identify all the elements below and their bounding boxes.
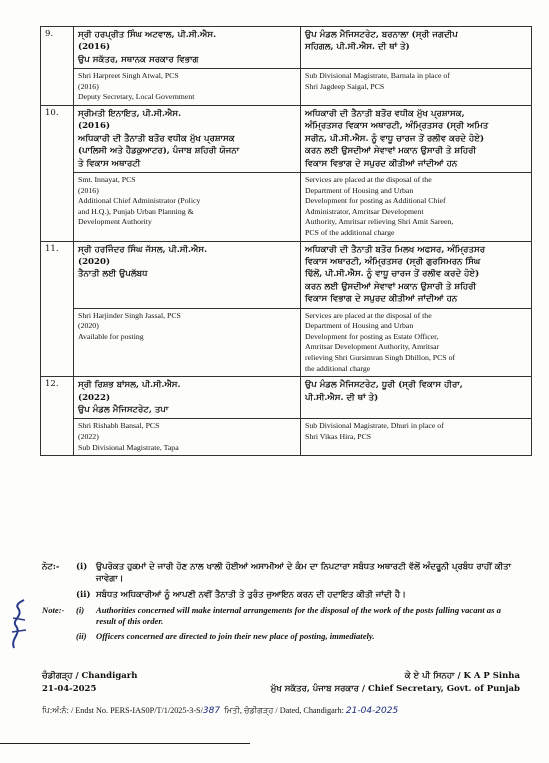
serial-number: 11.: [41, 241, 74, 377]
footer-rule: [0, 743, 250, 744]
note-text: ਉਪਰੋਕਤ ਹੁਕਮਾਂ ਦੇ ਜਾਰੀ ਹੋਣ ਨਾਲ ਖਾਲੀ ਹੋਈਆਂ ਅਸਾਮੀਆਂ ਦੇ ਕੰਮ ਦਾ ਨਿਪਟਾਰਾ ਸਬੰਧਤ ਅਥਾਰਟੀ ਵੱਲੋਂ ਅੰਦਰੂਨੀ ਪ੍ਰਬੰਧ ਰਾਹੀਂ ਕੀਤਾ ਜਾਵੇਗਾ।: [96, 562, 512, 584]
text-line: ਸ੍ਰੀ ਹਰਜਿੰਦਰ ਸਿੰਘ ਜੱਸਲ, ਪੀ.ਸੀ.ਐਸ.: [78, 244, 208, 255]
text-line: ਅੰਮ੍ਰਿਤਸਰ ਵਿਕਾਸ ਅਥਾਰਟੀ, ਅੰਮ੍ਰਿਤਸਰ (ਸ੍ਰੀ ਅਮਿਤ: [305, 121, 489, 132]
text-line: ਢਿੱਲੋਂ, ਪੀ.ਸੀ.ਐਸ. ਨੂੰ ਵਾਧੂ ਚਾਰਜ ਤੋਂ ਰਲੀਵ ਕਰਦੇ ਹੋਏ): [305, 269, 480, 280]
table-row-punjabi: [41, 27, 532, 69]
text-line: (2020): [78, 257, 111, 267]
posting-cell-punjabi: [301, 27, 532, 69]
text-line: Department of Housing and Urban: [305, 185, 414, 195]
note-pa-2: [42, 589, 512, 601]
text-line: ਵਿਕਾਸ ਵਿਭਾਗ ਦੇ ਸਪੁਰਦ ਕੀਤੀਆਂ ਜਾਂਦੀਆਂ ਹਨ: [305, 158, 458, 169]
text-line: ਸ੍ਰੀ ਰਿਸ਼ਭ ਬਾਂਸਲ, ਪੀ.ਸੀ.ਐਸ.: [78, 380, 181, 391]
posting-cell-english: [301, 419, 532, 456]
text-line: Smt. Innayat, PCS: [78, 175, 136, 185]
signatory-block: [220, 670, 520, 696]
text-line: (2016): [78, 185, 99, 195]
text-line: ਉਪ ਮੰਡਲ ਮੈਜਿਸਟਰੇਟ, ਧੂਰੀ (ਸ੍ਰੀ ਵਿਕਾਸ ਹੀਰਾ,: [305, 380, 463, 391]
officer-cell-english: [74, 173, 301, 242]
text-line: Department of Housing and Urban: [305, 321, 414, 331]
table-row-punjabi: [41, 241, 532, 308]
transfer-orders-table: [40, 26, 532, 456]
posting-cell-english: [301, 69, 532, 106]
table-row-punjabi: [41, 106, 532, 173]
officer-cell-punjabi: [74, 27, 301, 69]
officer-cell-punjabi: [74, 241, 301, 308]
text-line: Administrator, Amritsar Development: [305, 206, 424, 216]
text-line: Services are placed at the disposal of the: [305, 175, 432, 185]
text-line: the additional charge: [305, 363, 371, 373]
text-line: ਵਿਕਾਸ ਵਿਭਾਗ ਦੇ ਸਪੁਰਦ ਕੀਤੀਆਂ ਜਾਂਦੀਆਂ ਹਨ: [305, 294, 458, 305]
serial-number: 9.: [41, 27, 74, 106]
note-number: (i): [76, 562, 88, 572]
posting-cell-punjabi: [301, 106, 532, 173]
text-line: and H.Q.), Punjab Urban Planning &: [78, 206, 194, 216]
text-line: ਕਰਨ ਲਈ ਉਸਦੀਆਂ ਸੇਵਾਵਾਂ ਮਕਾਨ ਉਸਾਰੀ ਤੇ ਸ਼ਹਿਰੀ: [305, 281, 477, 292]
signatory-designation: ਮੁੱਖ ਸਕੱਤਰ, ਪੰਜਾਬ ਸਰਕਾਰ / Chief Secretary, Govt. of Punjab: [270, 684, 520, 694]
note-number: (ii): [76, 631, 87, 641]
note-en-1: [42, 605, 512, 627]
note-text: ਸਬੰਧਤ ਅਧਿਕਾਰੀਆਂ ਨੂੰ ਆਪਣੀ ਨਵੀਂ ਤੈਨਾਤੀ ਤੇ ਤੁਰੰਤ ਜੁਆਇਨ ਕਰਨ ਦੀ ਹਦਾਇਤ ਕੀਤੀ ਜਾਂਦੀ ਹੈ।: [96, 590, 406, 600]
text-line: ਉਪ ਮੰਡਲ ਮੈਜਿਸਟਰੇਟ, ਤਪਾ: [78, 405, 169, 415]
text-line: ਉਪ ਸਕੱਤਰ, ਸਥਾਨਕ ਸਰਕਾਰ ਵਿਭਾਗ: [78, 54, 199, 65]
text-line: Sub Divisional Magistrate, Tapa: [78, 442, 179, 452]
note-text: Officers concerned are directed to join their new place of posting, immediately.: [96, 631, 375, 641]
note-label-en: Note:-: [42, 605, 65, 615]
note-label-pa: ਨੋਟ:-: [42, 562, 60, 572]
note-pa-1: [42, 561, 512, 585]
text-line: Sub Divisional Magistrate, Dhuri in place of: [305, 421, 444, 431]
notes-section: [42, 561, 512, 646]
handwritten-initials: [8, 598, 30, 650]
posting-cell-punjabi: [301, 377, 532, 419]
text-line: ਸ੍ਰੀਮਤੀ ਇਨਾਇਤ, ਪੀ.ਸੀ.ਐਸ.: [78, 109, 182, 119]
posting-cell-english: [301, 173, 532, 242]
table-row-english: [41, 69, 532, 106]
text-line: ਸ੍ਰੀ ਹਰਪ੍ਰੀਤ ਸਿੰਘ ਅਟਵਾਲ, ਪੀ.ਸੀ.ਐਸ.: [78, 30, 217, 40]
text-line: (2016): [78, 81, 99, 91]
text-line: Shri Harjinder Singh Jassal, PCS: [78, 310, 181, 320]
officer-cell-punjabi: [74, 106, 301, 173]
dated-label: ਮਿਤੀ, ਚੰਡੀਗੜ੍ਹ / Dated, Chandigarh:: [224, 706, 344, 715]
signatory-name: ਕੇ ਏ ਪੀ ਸਿਨਹਾ / K A P Sinha: [404, 671, 520, 681]
text-line: ਅਧਿਕਾਰੀ ਦੀ ਤੈਨਾਤੀ ਬਤੌਰ ਵਧੀਕ ਮੁੱਖ ਪ੍ਰਸ਼ਾਸਕ,: [305, 109, 465, 119]
text-line: Shri Rishabh Bansal, PCS: [78, 421, 160, 431]
text-line: Amritsar Development Authority, Amritsar: [305, 342, 440, 352]
note-en-2: [42, 631, 512, 642]
place: ਚੰਡੀਗੜ੍ਹ / Chandigarh: [42, 671, 138, 681]
endorsement-date: 21-04-2025: [345, 706, 399, 716]
text-line: Services are placed at the disposal of the: [305, 310, 432, 320]
table-row-english: [41, 419, 532, 456]
text-line: ਸਹਿਗਲ, ਪੀ.ਸੀ.ਐਸ. ਦੀ ਥਾਂ ਤੇ): [305, 42, 410, 53]
text-line: ਸਰੀਨ, ਪੀ.ਸੀ.ਐਸ. ਨੂੰ ਵਾਧੂ ਚਾਰਜ ਤੋਂ ਰਲੀਵ ਕਰਦੇ ਹੋਏ): [305, 133, 485, 144]
officer-cell-punjabi: [74, 377, 301, 419]
text-line: (2020): [78, 321, 99, 331]
posting-cell-punjabi: [301, 241, 532, 308]
text-line: ਤੇ ਵਿਕਾਸ ਅਥਾਰਟੀ: [78, 158, 141, 169]
note-number: (i): [76, 605, 85, 615]
table-row-english: [41, 308, 532, 377]
table-row-punjabi: [41, 377, 532, 419]
text-line: (2016): [78, 121, 111, 132]
note-text: Authorities concerned will make internal arrangements for the disposal of the work of the posts falling vacant as a result of this order.: [96, 605, 501, 626]
note-number: (ii): [76, 590, 91, 600]
endorsement-prefix: ਪਿ:ਅੰ:ਨੰ: / Endst No. PERS-IAS0P/T/1/2025-3-S/: [42, 706, 203, 715]
text-line: PCS of the additional charge: [305, 228, 395, 237]
order-date: 21-04-2025: [42, 684, 97, 694]
text-line: Development Authority: [78, 217, 152, 227]
text-line: Sub Divisional Magistrate, Barnala in place of: [305, 71, 450, 81]
officer-cell-english: [74, 419, 301, 456]
serial-number: 10.: [41, 106, 74, 242]
text-line: ਕਰਨ ਲਈ ਉਸਦੀਆਂ ਸੇਵਾਵਾਂ ਮਕਾਨ ਉਸਾਰੀ ਤੇ ਸ਼ਹਿਰੀ: [305, 146, 477, 157]
text-line: ਉਪ ਮੰਡਲ ਮੈਜਿਸਟਰੇਟ, ਬਰਨਾਲਾ (ਸ੍ਰੀ ਜਗਦੀਪ: [305, 30, 458, 40]
place-date-block: [42, 670, 137, 696]
posting-cell-english: [301, 308, 532, 377]
endorsement-number: 387: [202, 706, 221, 716]
text-line: ਵਿਕਾਸ ਅਥਾਰਟੀ, ਅੰਮ੍ਰਿਤਸਰ (ਸ੍ਰੀ ਗੁਰਸਿਮਰਨ ਸਿੰਘ: [305, 257, 481, 267]
text-line: Shri Vikas Hira, PCS: [305, 432, 372, 441]
text-line: Shri Harpreet Singh Atwal, PCS: [78, 71, 179, 81]
text-line: Development for posting as Additional Chief: [305, 196, 446, 206]
text-line: (2022): [78, 392, 111, 403]
officer-cell-english: [74, 69, 301, 106]
text-line: Development for posting as Estate Officer,: [305, 331, 439, 341]
text-line: ਅਧਿਕਾਰੀ ਦੀ ਤੈਨਾਤੀ ਬਤੌਰ ਵਧੀਕ ਮੁੱਖ ਪ੍ਰਸ਼ਾਸਕ: [78, 133, 235, 144]
serial-number: 12.: [41, 377, 74, 456]
text-line: ਤੈਨਾਤੀ ਲਈ ਉਪਲੱਬਧ: [78, 269, 148, 280]
text-line: Authority, Amritsar relieving Shri Amit Sareen,: [305, 217, 454, 227]
text-line: relieving Shri Gursimran Singh Dhillon, PCS of: [305, 353, 456, 362]
officer-cell-english: [74, 308, 301, 377]
endorsement-line: [42, 706, 398, 716]
text-line: (2022): [78, 432, 99, 441]
text-line: (2016): [78, 42, 111, 53]
text-line: Deputy Secretary, Local Government: [78, 92, 195, 102]
text-line: (ਪਾਲਿਸੀ ਅਤੇ ਹੈਡਕੁਆਟਰ), ਪੰਜਾਬ ਸ਼ਹਿਰੀ ਯੋਜਨਾ: [78, 146, 240, 157]
text-line: ਪੀ.ਸੀ.ਐਸ. ਦੀ ਥਾਂ ਤੇ): [305, 392, 379, 403]
text-line: ਅਧਿਕਾਰੀ ਦੀ ਤੈਨਾਤੀ ਬਤੌਰ ਮਿਲਖ ਅਫਸਰ, ਅੰਮ੍ਰਿਤਸਰ: [305, 244, 486, 255]
text-line: Available for posting: [78, 331, 144, 341]
text-line: Additional Chief Administrator (Policy: [78, 196, 201, 206]
table-row-english: [41, 173, 532, 242]
text-line: Shri Jagdeep Saigal, PCS: [305, 81, 385, 91]
